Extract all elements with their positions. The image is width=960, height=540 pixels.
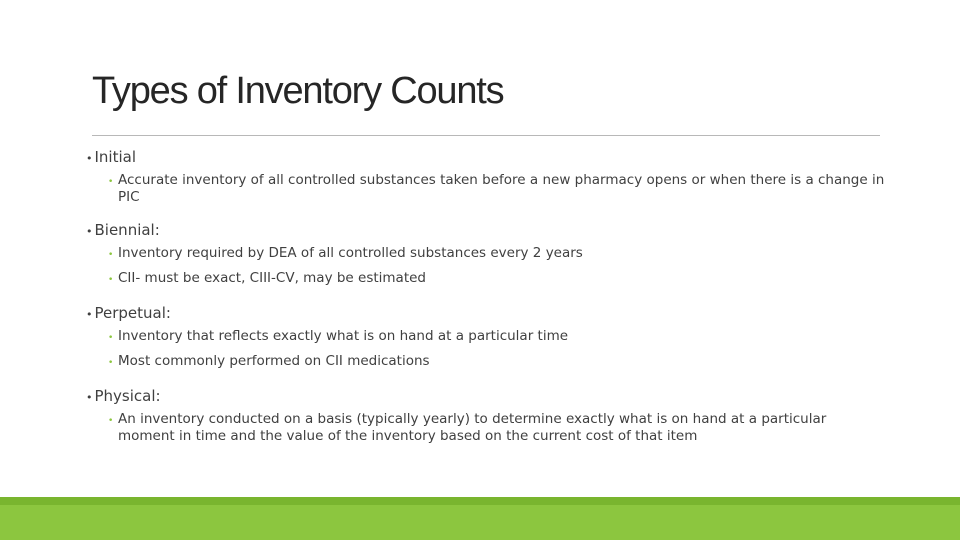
bullet-dot-icon: • [86, 225, 93, 238]
footer-accent-bar [0, 497, 960, 540]
section-heading-text: Biennial: [94, 221, 160, 239]
section-heading [86, 220, 886, 242]
list-item-text: Inventory required by DEA of all controlled substances every 2 years [118, 245, 583, 261]
list-item [108, 172, 886, 206]
section-heading [86, 303, 886, 325]
list-item-text: Inventory that reflects exactly what is on hand at a particular time [118, 328, 569, 344]
bullet-dot-icon: • [86, 152, 93, 165]
section-heading [86, 147, 886, 169]
green-bullet-icon: • [108, 416, 114, 426]
list-item [108, 270, 886, 289]
bullet-dot-icon: • [86, 308, 93, 321]
slide-title: Types of Inventory Counts [92, 70, 504, 112]
green-bullet-icon: • [108, 250, 114, 260]
section-initial [86, 147, 886, 206]
title-divider [92, 135, 880, 136]
bullet-dot-icon: • [86, 391, 93, 404]
green-bullet-icon: • [108, 275, 114, 285]
list-item [108, 353, 886, 372]
list-item-text: Accurate inventory of all controlled substances taken before a new pharmacy opens or when there is a change in PIC [118, 172, 885, 205]
list-item [108, 328, 886, 347]
list-item-text: CII- must be exact, CIII-CV, may be estimated [118, 270, 427, 286]
list-item [108, 411, 886, 445]
list-item-text: Most commonly performed on CII medications [118, 353, 430, 369]
section-physical [86, 386, 886, 445]
footer-accent-band [0, 497, 960, 505]
green-bullet-icon: • [108, 358, 114, 368]
section-heading-text: Initial [94, 148, 137, 166]
green-bullet-icon: • [108, 333, 114, 343]
section-heading-text: Physical: [94, 387, 161, 405]
list-item [108, 245, 886, 264]
sub-bullet-list [108, 411, 886, 445]
section-heading [86, 386, 886, 408]
sub-bullet-list [108, 245, 886, 289]
list-item-text: An inventory conducted on a basis (typically yearly) to determine exactly what is on hand at a particular moment in time and the value of the inventory based on the current cost of that item [118, 411, 827, 444]
green-bullet-icon: • [108, 177, 114, 187]
sub-bullet-list [108, 172, 886, 206]
section-heading-text: Perpetual: [94, 304, 171, 322]
section-biennial [86, 220, 886, 289]
section-perpetual [86, 303, 886, 372]
slide-body [86, 147, 886, 451]
sub-bullet-list [108, 328, 886, 372]
